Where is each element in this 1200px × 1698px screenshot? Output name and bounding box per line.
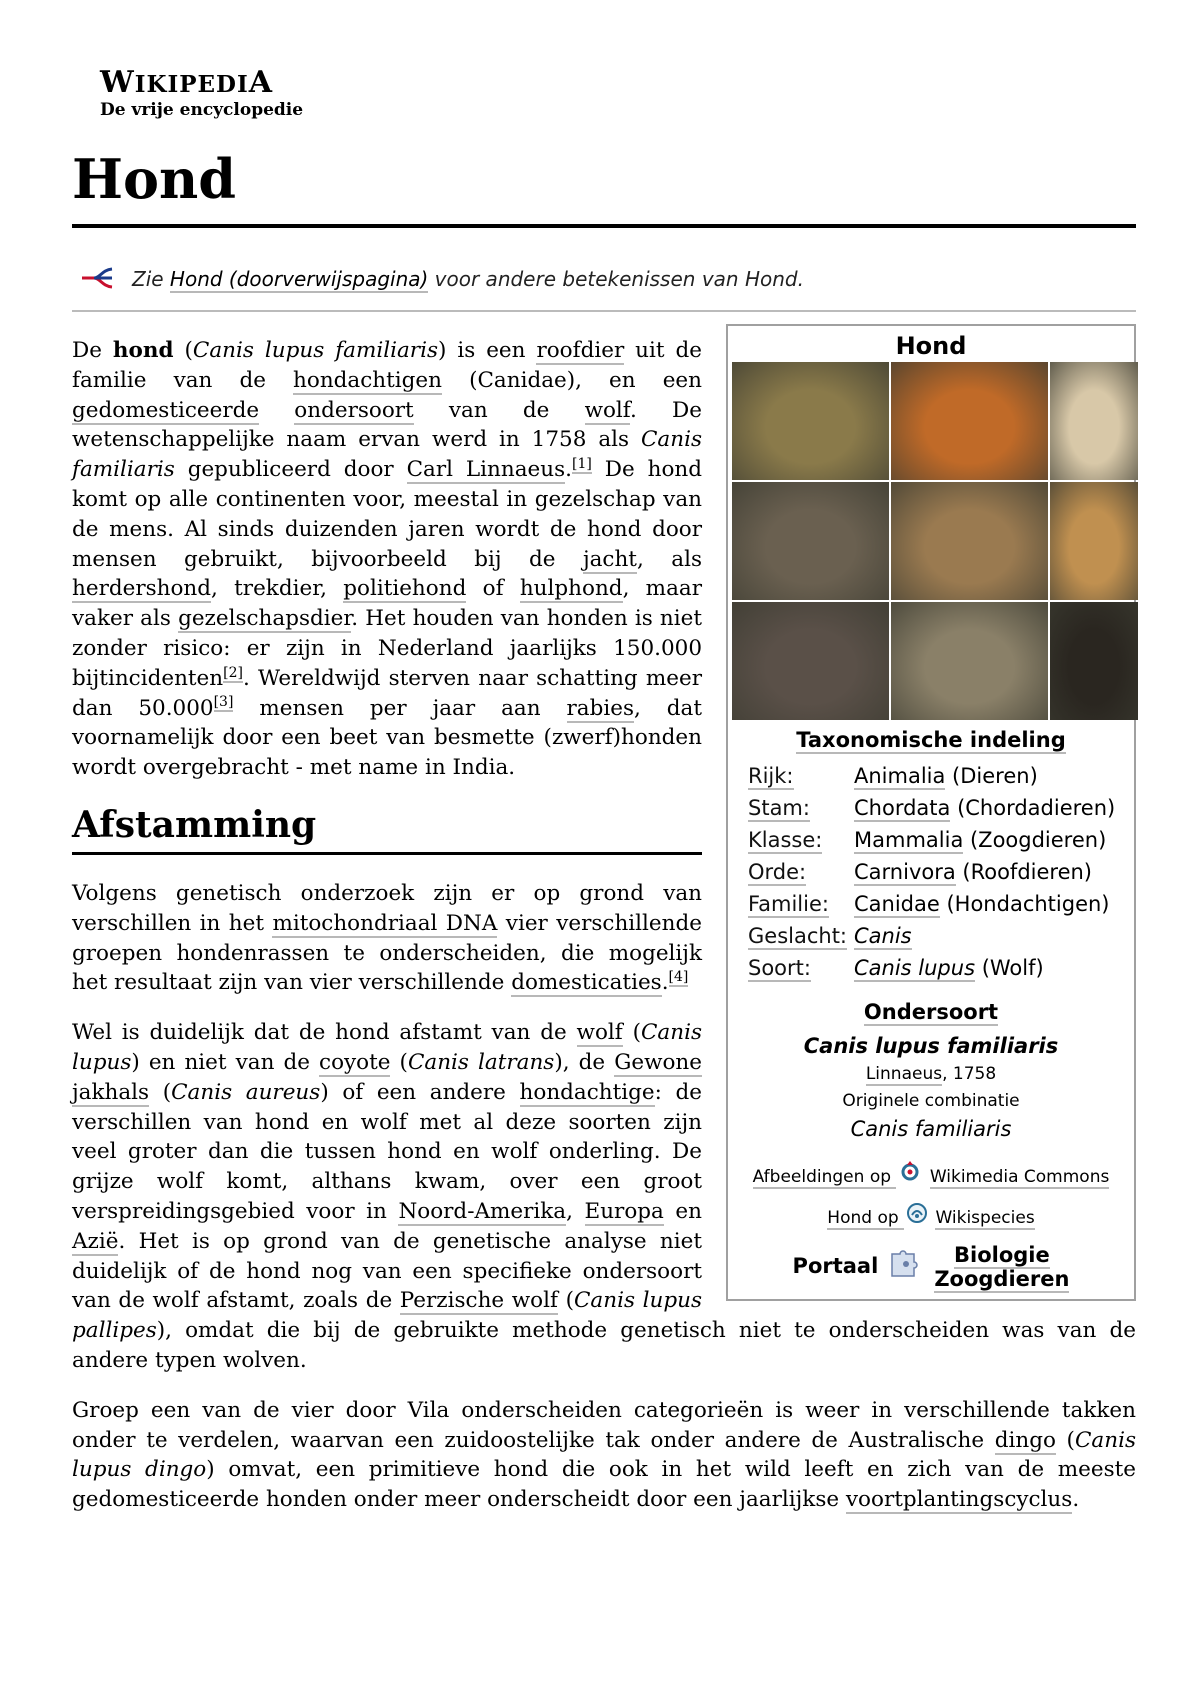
taxonomy-row — [732, 856, 1130, 888]
taxonomy-rank-link[interactable]: Stam: — [748, 795, 810, 820]
paragraph-dingo: Groep een van de vier door Vila onderscheiden categorieën is weer in verschillende takken onder te verdelen, waarvan een zuidoostelijke tak onder andere de Australische dingo (Canis lupus dingo) omvat, een primitieve hond die ook in het wild leeft en zich van de meeste gedomesticeerde honden onder meer onderscheidt door een jaarlijkse voortplantingscyclus. — [72, 1397, 1136, 1513]
taxonomy-row — [732, 952, 1130, 984]
taxonomy-rank-link[interactable]: Geslacht: — [748, 923, 848, 948]
taxonomy-value: Chordata (Chordadieren) — [854, 795, 1116, 820]
logo-tagline: De vrije encyclopedie — [100, 100, 304, 120]
taxonomy-value: Carnivora (Roofdieren) — [854, 859, 1093, 884]
title-divider — [72, 224, 1136, 228]
taxon-link[interactable]: Canidae — [854, 891, 940, 916]
mitochondriaal-dna-link[interactable]: mitochondriaal DNA — [272, 910, 498, 936]
dog-photo[interactable] — [1050, 362, 1138, 480]
hondachtige-link[interactable]: hondachtige — [519, 1079, 655, 1105]
disambiguation-link[interactable]: Hond (doorverwijspagina) — [169, 267, 429, 291]
taxonomy-value: Mammalia (Zoogdieren) — [854, 827, 1107, 852]
taxonomy-rank-link[interactable]: Soort: — [748, 955, 811, 980]
infobox — [726, 324, 1136, 1301]
logo-wordmark: WIKIPEDIA — [100, 65, 274, 100]
voortplantingscyclus-link[interactable]: voortplantingscyclus — [845, 1487, 1073, 1513]
intro-paragraph: De hond (Canis lupus familiaris) is een roofdier uit de familie van de hondachtigen (Canidae), en een gedomesticeerde ondersoort van de wolf. De wetenschappelijke naam ervan werd in 1758 als Canis familiaris gepubliceerd door Carl Linnaeus.[1] De hond komt op alle continenten voor, meestal in gezelschap van de mens. Al sinds duizenden jaren wordt de hond door mensen gebruikt, bijvoorbeeld bij de jacht, als herdershond, trekdier, politiehond of hulphond, maar vaker als gezelschapsdier. Het houden van honden is niet zonder risico: er zijn in Nederland jaarlijks 150.000 bijtincidenten[2]. Wereldwijd sterven naar schatting meer dan 50.000[3] mensen per jaar aan rabies, dat voornamelijk door een beet van besmette (zwerf)honden wordt overgebracht - met name in India. — [72, 338, 703, 781]
jacht-link[interactable]: jacht — [582, 546, 637, 572]
roofdier-link[interactable]: roofdier — [536, 338, 625, 363]
noord-amerika-link[interactable]: Noord-Amerika — [398, 1198, 567, 1224]
carl-linnaeus-link[interactable]: Carl Linnaeus — [406, 457, 566, 483]
original-combination-label: Originele combinatie — [842, 1091, 1020, 1112]
dog-photo[interactable] — [891, 482, 1048, 600]
reference-1[interactable]: [1] — [572, 456, 592, 473]
taxonomy-value — [854, 920, 912, 952]
taxonomy-row — [732, 888, 1130, 920]
europa-link[interactable]: Europa — [584, 1198, 664, 1224]
portal-label: Portaal — [792, 1253, 879, 1278]
wikispecies-link-row — [732, 1202, 1130, 1235]
portal-box — [732, 1243, 1130, 1295]
wikimedia-commons-icon — [898, 1159, 922, 1194]
taxonomy-row — [732, 920, 1130, 952]
rabies-link[interactable]: rabies — [566, 695, 634, 721]
images-link[interactable]: Afbeeldingen op — [752, 1166, 897, 1187]
infobox-title: Hond — [895, 332, 967, 360]
dingo-link[interactable]: dingo — [994, 1427, 1056, 1453]
hatnote-divider — [72, 310, 1136, 312]
taxon-link[interactable]: Canis lupus — [854, 955, 976, 980]
commons-link-row — [732, 1159, 1130, 1194]
taxon-link[interactable]: Carnivora — [854, 859, 956, 884]
dog-photo[interactable] — [732, 482, 889, 600]
politiehond-link[interactable]: politiehond — [343, 576, 467, 602]
taxonomy-rank-link[interactable]: Familie: — [748, 891, 829, 916]
taxonomy-row — [732, 792, 1130, 824]
portal-zoogdieren-link[interactable]: Zoogdieren — [934, 1266, 1070, 1291]
taxonomy-value: Canis lupus (Wolf) — [854, 955, 1044, 980]
wikispecies-icon — [906, 1202, 928, 1235]
wolf-link[interactable]: wolf — [576, 1020, 623, 1046]
domesticaties-link[interactable]: domesticaties — [511, 970, 662, 996]
taxon-link[interactable]: Mammalia — [854, 827, 964, 852]
dog-photo[interactable] — [732, 602, 889, 720]
portal-biologie-link[interactable]: Biologie — [954, 1242, 1050, 1267]
dog-photo-grid[interactable] — [732, 362, 1130, 720]
subspecies-heading[interactable]: Ondersoort — [863, 999, 999, 1024]
hond-link[interactable]: Hond op — [827, 1208, 905, 1229]
portal-puzzle-icon — [888, 1246, 924, 1287]
azie-link[interactable]: Azië — [72, 1228, 119, 1254]
subspecies-name: Canis lupus familiaris — [803, 1033, 1059, 1058]
dog-photo[interactable] — [1050, 482, 1138, 600]
perzische-wolf-link[interactable]: Perzische wolf — [399, 1288, 558, 1314]
reference-2[interactable]: [2] — [223, 664, 243, 681]
gezelschapsdier-link[interactable]: gezelschapsdier — [178, 606, 352, 632]
ondersoort-link[interactable]: ondersoort — [294, 397, 414, 423]
disambiguation-icon — [80, 266, 114, 295]
taxon-link[interactable]: Animalia — [854, 763, 946, 788]
taxonomy-value: Animalia (Dieren) — [854, 763, 1038, 788]
dog-photo[interactable] — [891, 362, 1048, 480]
gedomesticeerde-link[interactable]: gedomesticeerde — [72, 397, 260, 423]
taxonomy-table — [732, 760, 1130, 984]
herdershond-link[interactable]: herdershond — [72, 576, 212, 602]
taxonomy-value: Canidae (Hondachtigen) — [854, 891, 1110, 916]
dog-photo[interactable] — [732, 362, 889, 480]
gewone-jakhals-link[interactable]: Gewone jakhals — [72, 1049, 703, 1105]
section-heading-afstamming: Afstamming — [72, 803, 702, 855]
coyote-link[interactable]: coyote — [319, 1049, 391, 1075]
wikispecies-link[interactable]: Wikispecies — [935, 1208, 1035, 1229]
taxonomy-row — [732, 760, 1130, 792]
taxon-link[interactable]: Chordata — [854, 795, 951, 820]
taxonomy-heading[interactable]: Taxonomische indeling — [796, 728, 1066, 752]
hatnote: Zie Hond (doorverwijspagina) voor andere betekenissen van Hond. — [80, 266, 1136, 295]
paragraph-genetics: Volgens genetisch onderzoek zijn er op grond van verschillen in het mitochondriaal DNA vier verschillende groepen hondenrassen te onderscheiden, die mogelijk het resultaat zijn van vier verschillende domesticaties.[4] — [72, 880, 702, 996]
portal-links — [934, 1243, 1069, 1291]
wolf-link[interactable]: wolf — [584, 397, 630, 423]
linnaeus-link[interactable]: Linnaeus — [865, 1064, 943, 1085]
author-citation: Linnaeus, 1758 — [865, 1064, 997, 1085]
dog-photo[interactable] — [891, 602, 1048, 720]
hondachtigen-link[interactable]: hondachtigen — [293, 367, 442, 393]
taxonomy-rank-link[interactable]: Orde: — [748, 859, 807, 884]
original-combination-name: Canis familiaris — [850, 1117, 1012, 1142]
wikimedia-commons-link[interactable]: Wikimedia Commons — [929, 1166, 1110, 1187]
paragraph-origin: Wel is duidelijk dat de hond afstamt van de wolf (Canis lupus) en niet van de coyote (Canis latrans), de Gewone jakhals (Canis aureus) of een andere hondachtige: de verschillen van hond en wolf met al deze soorten zijn veel groter dan die tussen hond en wolf onderling. De grijze wolf komt, althans kwam, over een groot verspreidingsgebied voor in Noord-Amerika, Europa en Azië. Het is op grond van de genetische analyse niet duidelijk of de hond nog van een specifieke ondersoort van de wolf afstamt, zoals de Perzische wolf (Canis lupus pallipes), omdat die bij de gebruikte methode genetisch niet te onderscheiden was van de andere typen wolven. — [72, 1020, 1136, 1373]
taxon-link[interactable]: Canis — [854, 923, 912, 948]
dog-photo[interactable] — [1050, 602, 1138, 720]
hulphond-link[interactable]: hulphond — [519, 576, 623, 602]
reference-3[interactable]: [3] — [213, 694, 234, 711]
reference-4[interactable]: [4] — [668, 969, 689, 986]
page-title: Hond — [72, 147, 237, 211]
taxonomy-row — [732, 824, 1130, 856]
taxonomy-rank-link[interactable]: Klasse: — [748, 827, 823, 852]
taxonomy-rank-link[interactable]: Rijk: — [748, 763, 794, 788]
article-body — [72, 332, 1136, 1535]
wikipedia-logo[interactable] — [100, 65, 304, 120]
